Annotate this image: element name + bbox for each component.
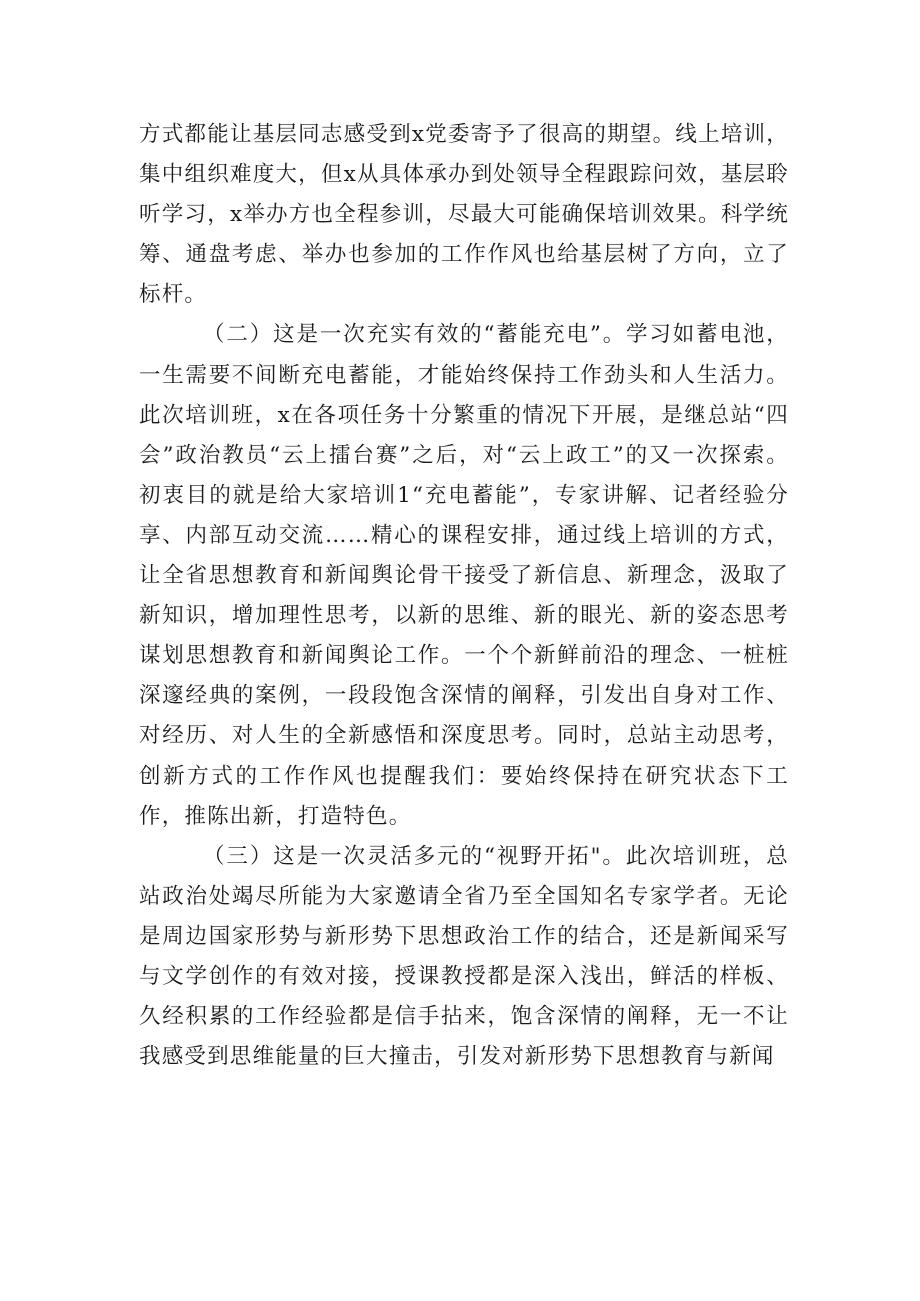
body-text — [139, 115, 789, 1077]
paragraph-3: （三）这是一次灵活多元的“视野开拓"。此次培训班，总站政治处竭尽所能为大家邀请全省乃至全国知名专家学者。无论是周边国家形势与新形势下思想政治工作的结合，还是新闻采写与文学创作的有效对接，授课教授都是深入浅出，鲜活的样板、久经积累的工作经验都是信手拈来，饱含深情的阐释，无一不让我感受到思维能量的巨大撞击，引发对新形势下思想教育与新闻 — [139, 843, 789, 1070]
paragraph-1: 方式都能让基层同志感受到x党委寄予了很高的期望。线上培训，集中组织难度大，但x从具体承办到处领导全程跟踪问效，基层聆听学习，x举办方也全程参训，尽最大可能确保培训效果。科学统筹、通盘考虑、举办也参加的工作作风也给基层树了方向，立了标杆。 — [139, 122, 789, 308]
paragraph-2: （二）这是一次充实有效的“蓄能充电”。学习如蓄电池，一生需要不间断充电蓄能，才能始终保持工作劲头和人生活力。此次培训班，x在各项任务十分繁重的情况下开展，是继总站“四会”政治教员“云上擂台赛”之后，对“云上政工”的又一次探索。初衷目的就是给大家培训1“充电蓄能”，专家讲解、记者经验分享、内部互动交流……精心的课程安排，通过线上培训的方式，让全省思想教育和新闻舆论骨干接受了新信息、新理念，汲取了新知识，增加理性思考，以新的思维、新的眼光、新的姿态思考谋划思想教育和新闻舆论工作。一个个新鲜前沿的理念、一桩桩深邃经典的案例，一段段饱含深情的阐释，引发出自身对工作、对经历、对人生的全新感悟和深度思考。同时，总站主动思考，创新方式的工作作风也提醒我们：要始终保持在研究状态下工作，推陈出新，打造特色。 — [139, 322, 789, 829]
